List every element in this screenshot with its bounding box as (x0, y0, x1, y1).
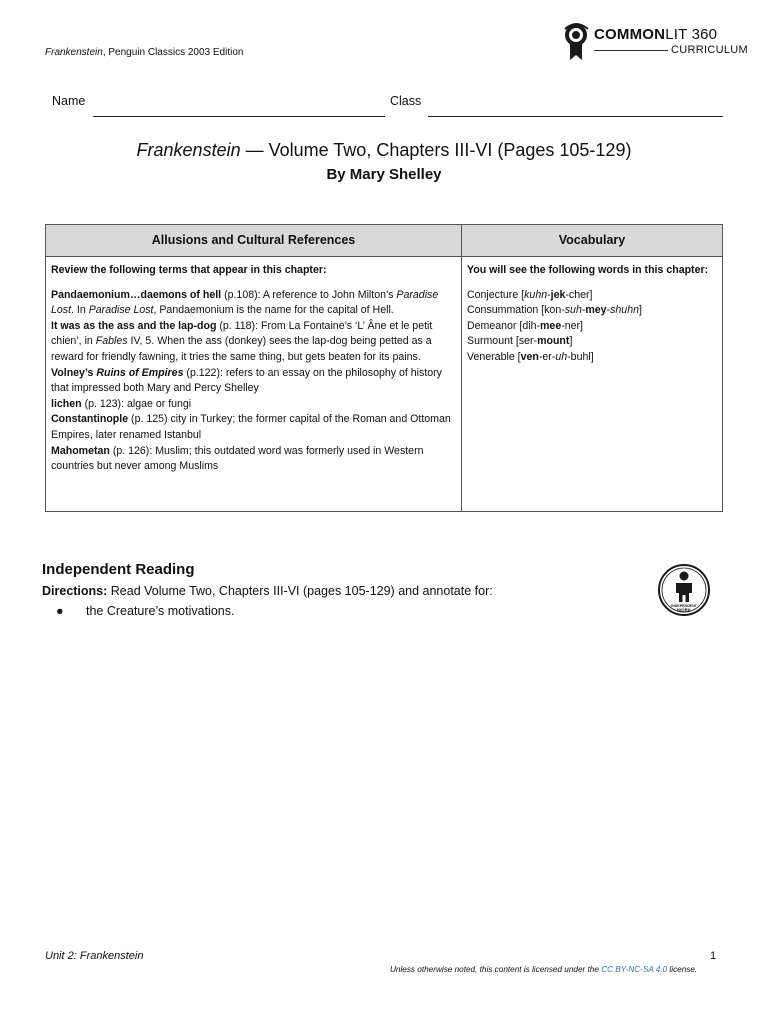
bullet-item: the Creature’s motivations. (86, 604, 235, 618)
vocab-stress: ven (520, 350, 539, 363)
vocabulary-intro: You will see the following words in this chapter: (467, 264, 709, 276)
directions-label: Directions: (42, 584, 108, 598)
allusion-term: It was as the ass and the lap-dog (51, 319, 217, 332)
allusion-item (51, 412, 456, 443)
allusion-item (51, 444, 456, 475)
author-line: By Mary Shelley (326, 166, 442, 183)
title-italic: Frankenstein (136, 140, 241, 160)
vocab-text: -cher] (565, 288, 593, 301)
allusion-item (51, 319, 456, 366)
vocab-syllable: suh (564, 304, 582, 317)
vocab-text: Demeanor [dih- (467, 319, 541, 332)
allusion-text: (p. 125) city in Turkey; the former capital of the Roman and Ottoman Empires, later renamed Istanbul (51, 413, 451, 441)
vocabulary-cell (462, 257, 723, 512)
allusions-cell (46, 257, 462, 512)
allusion-term-italic: Ruins of Empires (96, 366, 184, 379)
allusions-header: Allusions and Cultural References (46, 225, 462, 257)
vocab-text: Consummation [kon- (467, 304, 565, 317)
vocab-text: Venerable [ (467, 350, 521, 363)
badge-top-text: INDEPENDENT (671, 604, 697, 608)
source-edition-rest: , Penguin Classics 2003 Edition (102, 47, 244, 58)
allusion-item (51, 288, 456, 319)
allusion-text: (p. 123): algae or fungi (81, 397, 192, 410)
title-rest: — Volume Two, Chapters III-VI (Pages 105-129) (240, 140, 632, 160)
vocab-text: -er- (538, 350, 556, 363)
footer-unit: Unit 2: Frankenstein (45, 950, 144, 962)
allusion-italic: Paradise Lost (51, 288, 439, 317)
class-field[interactable] (428, 116, 723, 117)
class-label: Class (390, 94, 422, 108)
vocab-item (467, 334, 717, 350)
allusion-term: Pandaemonium…daemons of hell (51, 288, 222, 301)
vocab-stress: jek (550, 288, 566, 301)
vocab-text: - (606, 304, 611, 317)
allusion-italic: Paradise Lost (88, 304, 154, 317)
logo-divider (594, 50, 668, 51)
allusion-text: (p.122): refers to an essay on the philosophy of history that impressed both Mary and Percy Shelley (51, 366, 442, 395)
vocab-text: -ner] (561, 319, 584, 332)
vocab-stress: mount (537, 335, 570, 348)
logo-curriculum: CURRICULUM (671, 44, 748, 56)
license-pre: Unless otherwise noted, this content is licensed under the (390, 965, 602, 974)
directions (42, 584, 493, 598)
allusion-italic: Fables (95, 335, 128, 348)
logo-lit: LIT 360 (665, 26, 718, 43)
allusion-term: Volney’s (51, 366, 97, 379)
license-notice (390, 965, 697, 974)
page-title (0, 140, 768, 161)
allusion-text: , Pandaemonium is the name for the capital of Hell. (153, 304, 394, 317)
vocab-item (467, 319, 717, 335)
name-label: Name (52, 94, 86, 108)
commonlit-logo-icon (562, 22, 592, 62)
independent-reading-heading: Independent Reading (42, 561, 195, 578)
vocab-text: ] (569, 335, 573, 348)
allusion-text: (p. 118): From La Fontaine’s ‘L’ Âne et le petit chien’, in (51, 319, 433, 348)
bullet-icon: ● (56, 604, 64, 618)
references-table (45, 224, 723, 512)
vocab-syllable: uh (555, 350, 568, 363)
independent-work-icon (658, 564, 710, 616)
logo-common: COMMON (594, 26, 666, 43)
license-post: license. (667, 965, 698, 974)
allusion-text: . In (71, 304, 89, 317)
vocab-item (467, 350, 717, 366)
vocab-text: - (581, 304, 586, 317)
allusions-intro: Review the following terms that appear in this chapter: (51, 264, 327, 276)
allusion-text: (p.108): A reference to John Milton’s (221, 288, 397, 301)
allusion-term: lichen (51, 397, 82, 410)
license-link[interactable]: CC BY-NC-SA 4.0 (601, 965, 668, 974)
vocab-syllable: shuhn (610, 304, 639, 317)
allusion-item (51, 397, 456, 413)
source-title: Frankenstein (45, 47, 103, 58)
vocab-text: -buhl] (567, 350, 594, 363)
vocab-stress: mee (540, 319, 562, 332)
allusion-text: IV, 5. When the ass (donkey) sees the lap-dog being petted as a reward for friendly fawning, it tries the same thing, but gets beaten for its pains. (51, 335, 432, 363)
page-number: 1 (710, 950, 717, 962)
allusion-item (51, 366, 456, 397)
logo-wordmark (594, 26, 717, 43)
allusion-text: (p. 126): Muslim; this outdated word was formerly used in Western countries but never among Muslims (51, 444, 424, 473)
allusion-term: Constantinople (51, 413, 129, 426)
badge-bottom-text: WORK (677, 607, 691, 613)
vocab-text: ] (638, 304, 642, 317)
vocab-text: Conjecture [ (467, 288, 525, 301)
allusion-term: Mahometan (51, 444, 110, 457)
vocab-text: Surmount [ser- (467, 335, 538, 348)
vocabulary-header: Vocabulary (462, 225, 723, 257)
vocab-item (467, 288, 717, 304)
name-field[interactable] (93, 116, 385, 117)
source-edition (45, 47, 243, 58)
directions-text: Read Volume Two, Chapters III-VI (pages 105-129) and annotate for: (107, 584, 493, 598)
vocab-syllable: kuhn (524, 288, 548, 301)
vocab-text: - (547, 288, 551, 301)
vocab-item (467, 303, 717, 319)
vocab-stress: mey (585, 304, 607, 317)
